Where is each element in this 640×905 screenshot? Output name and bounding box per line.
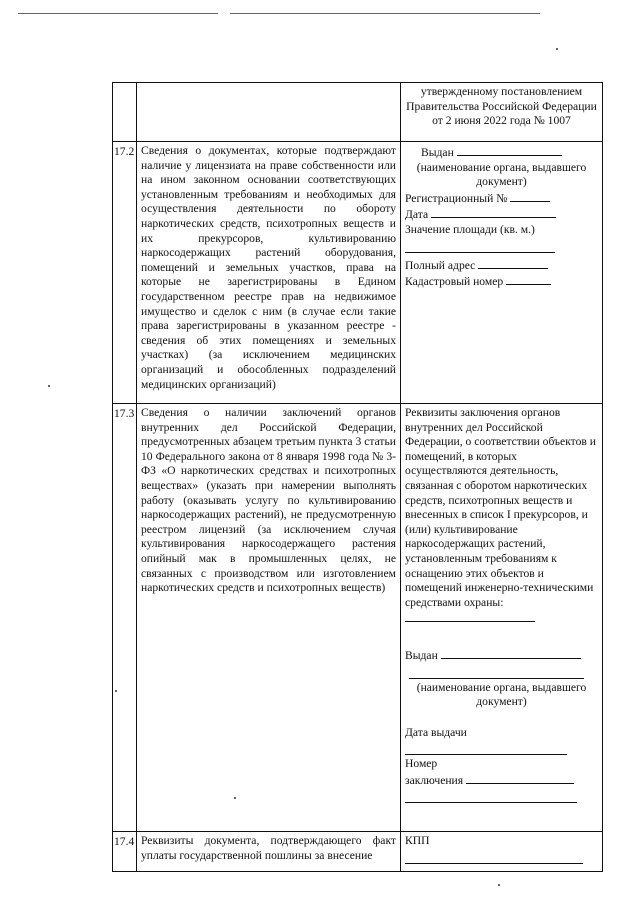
row-requisites — [401, 832, 603, 872]
security-field[interactable] — [405, 610, 535, 622]
row-requisites — [401, 142, 603, 404]
row-number: 17.2 — [113, 142, 137, 404]
area-label: Значение площади (кв. м.) — [405, 222, 535, 236]
form-table — [112, 82, 603, 872]
number-label: Номер — [405, 757, 438, 771]
date-label: Дата — [405, 208, 429, 222]
row-number: 17.4 — [113, 832, 137, 872]
address-field[interactable] — [478, 257, 548, 269]
issued-field[interactable] — [457, 144, 562, 156]
scan-speck — [48, 385, 50, 387]
issued-label: Выдан — [405, 648, 438, 662]
scan-artifact-line — [230, 13, 540, 14]
scan-speck — [556, 48, 558, 50]
table-row — [113, 142, 603, 404]
row-description: Сведения о наличии заключений органов внутренних дел Российской Федерации, предусмотренных абзацем третьим пункта 3 статьи 10 Федерального закона от 8 января 1998 года № 3-ФЗ «О наркотических средствах и психотропных веществах» (указать при намерении выполнять работу (оказывать услугу по культивированию наркосодержащих растений), не предусмотренную реестром лицензий (за исключением случая культивирования наркосодержащего растения опийный мак в промышленных целях, не связанных с производством или изготовлением наркотических средств и психотропных веществ) — [137, 404, 401, 832]
row-description — [137, 83, 401, 142]
row-number — [113, 83, 137, 142]
conclusion-requisites-text: Реквизиты заключения органов внутренних дел Российской Федерации, о соответствии объектов и помещений, в которых осуществляются деятельность, связанная с оборотом наркотических средств, психотропных веществ и внесенных в список I прекурсоров, и (или) культивирование наркосодержащих растений, установленным требованиям к оснащению этих объектов и помещений инженерно-техническими средствами охраны: — [405, 406, 596, 609]
cadastral-field[interactable] — [506, 273, 551, 285]
table-row — [113, 83, 603, 142]
issued-label: Выдан — [421, 146, 454, 159]
issued-field-line[interactable] — [409, 664, 584, 679]
conclusion-extra-line[interactable] — [405, 788, 577, 803]
issued-field[interactable] — [441, 647, 581, 659]
scan-artifact-line — [18, 13, 218, 14]
table-row — [113, 832, 603, 872]
kpp-field[interactable] — [405, 849, 583, 864]
conclusion-label: заключения — [405, 773, 464, 787]
address-label: Полный адрес — [405, 258, 476, 272]
row-description: Сведения о документах, которые подтверждают наличие у лицензиата на праве собственности или на ином законном основании соответствующих установленным требованиям и необходимых для осуществления деятельности по обороту наркотических средств, психотропных веществ и их прекурсоров, культивированию наркосодержащих растений оборудования, помещений и земельных участков, права на которые не зарегистрированы в Едином государственном реестре прав на недвижимое имущество и сделок с ним (в случае если такие права зарегистрированы в указанном реестре - сведения об этих помещениях и земельных участках) (за исключением медицинских организаций и обособленных подразделений медицинских организаций) — [137, 142, 401, 404]
issuer-note: (наименование органа, выдавшего документ) — [416, 160, 587, 189]
reg-number-label: Регистрационный № — [405, 191, 508, 205]
issue-date-field[interactable] — [405, 740, 567, 755]
date-field[interactable] — [431, 206, 556, 218]
reg-number-field[interactable] — [510, 190, 550, 202]
issue-date-label: Дата выдачи — [405, 725, 467, 739]
cadastral-label: Кадастровый номер — [405, 275, 504, 289]
issuer-note: (наименование органа, выдавшего документ) — [416, 680, 587, 709]
area-field[interactable] — [405, 238, 555, 253]
row-requisites — [401, 404, 603, 832]
row-requisites: утвержденному постановлением Правительства Российской Федерации от 2 июня 2022 года № 1007 — [401, 83, 603, 142]
row-number: 17.3 — [113, 404, 137, 832]
scan-speck — [498, 884, 500, 886]
kpp-label: КПП — [405, 834, 430, 847]
row-description: Реквизиты документа, подтверждающего факт уплаты государственной пошлины за внесение — [137, 832, 401, 872]
conclusion-number-field[interactable] — [466, 772, 574, 784]
table-row — [113, 404, 603, 832]
